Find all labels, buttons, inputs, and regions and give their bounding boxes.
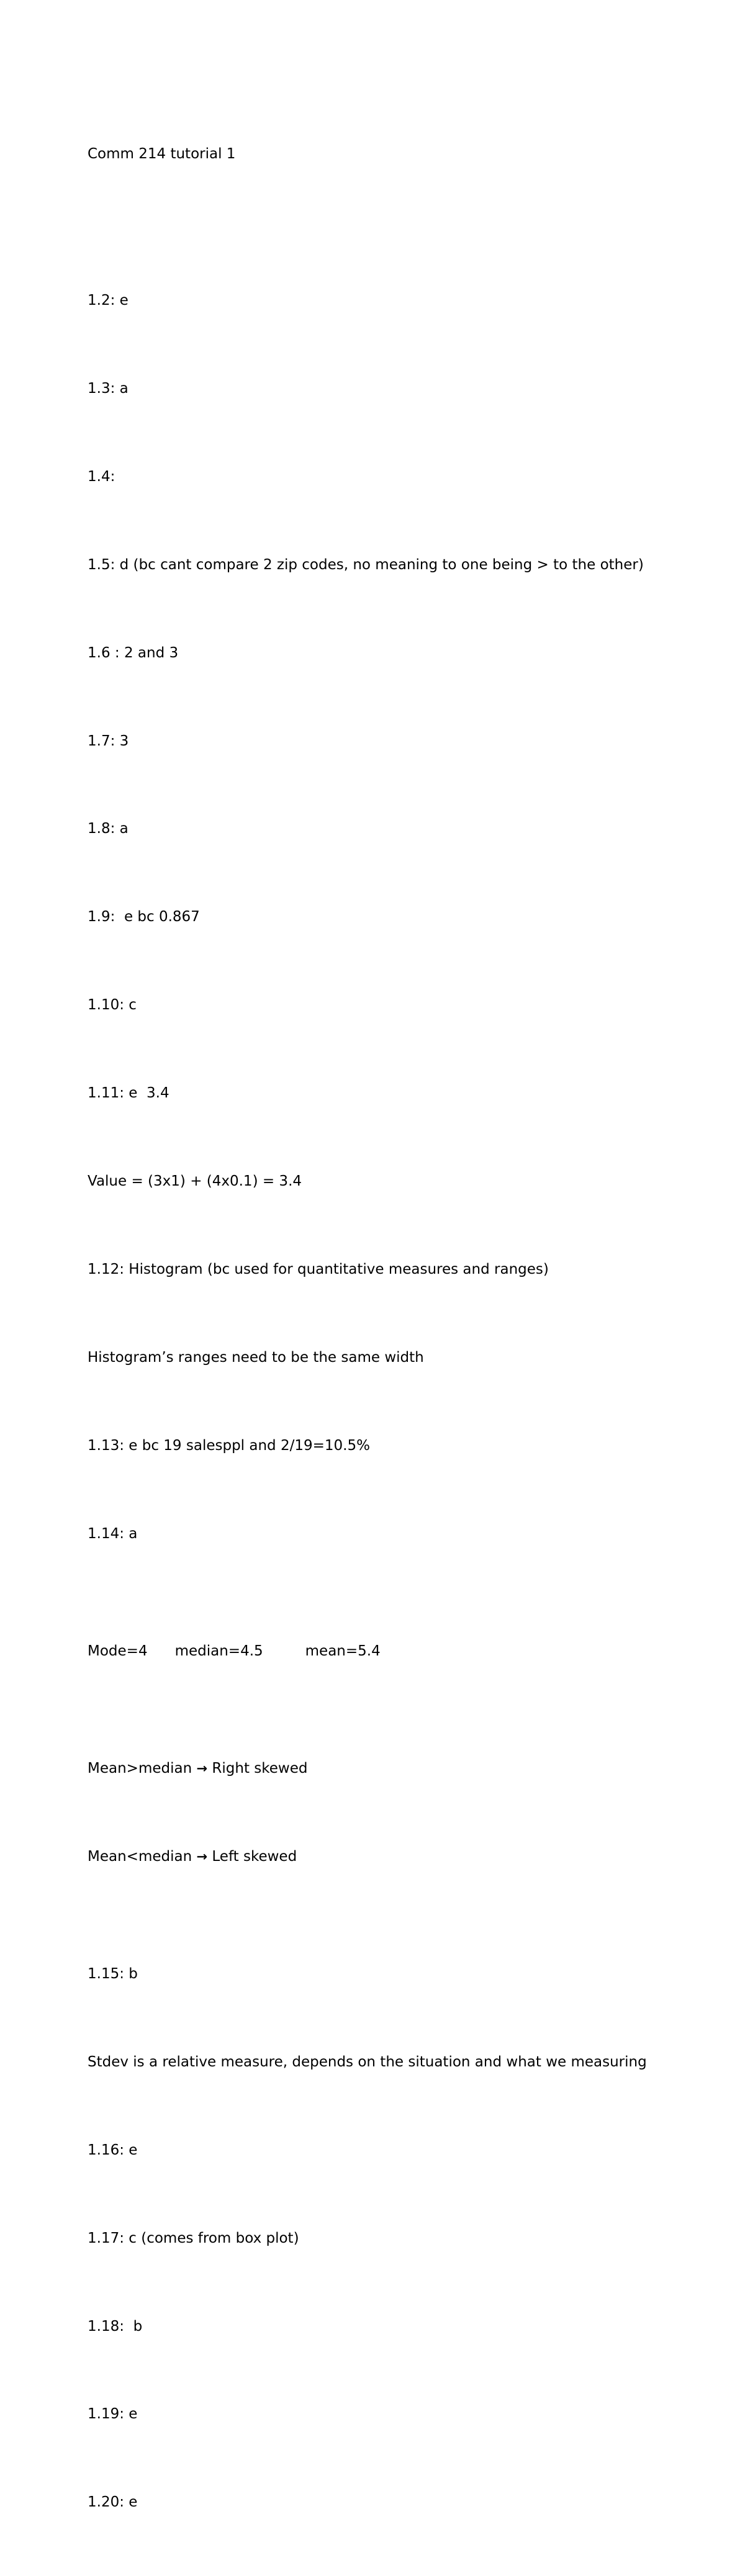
answer-line: 1.14: a <box>88 1525 138 1542</box>
answer-line: 1.8: a <box>88 821 129 837</box>
note-line: Stdev is a relative measure, depends on the situation and what we measuring <box>88 2053 647 2070</box>
answer-line: 1.6 : 2 and 3 <box>88 644 179 661</box>
answer-line: 1.3: a <box>88 380 129 397</box>
stat-mean: mean=5.4 <box>305 1642 381 1659</box>
document-body <box>88 81 696 2576</box>
answer-line: 1.16: e <box>88 2141 138 2158</box>
answer-line: 1.10: c <box>88 997 137 1014</box>
skew-condition: Mean<median <box>88 1848 192 1865</box>
answer-line: 1.19: e <box>88 2406 138 2423</box>
answer-line: 1.12: Histogram (bc used for quantitative measures and ranges) <box>88 1261 549 1277</box>
answer-line: 1.15: b <box>88 1966 138 1982</box>
answer-line: 1.4: <box>88 468 115 485</box>
document-title: Comm 214 tutorial 1 <box>88 145 236 162</box>
answer-line: 1.17: c (comes from box plot) <box>88 2230 299 2246</box>
arrow-right-icon: → <box>196 1760 208 1776</box>
arrow-right-icon: → <box>196 1849 208 1864</box>
answer-line: 1.13: e bc 19 salesppl and 2/19=10.5% <box>88 1437 370 1454</box>
skew-result: Left skewed <box>212 1848 297 1865</box>
calculation-line: Value = (3x1) + (4x0.1) = 3.4 <box>88 1173 302 1189</box>
note-line: Histogram’s ranges need to be the same width <box>88 1349 424 1366</box>
answer-line: 1.7: 3 <box>88 732 129 749</box>
stats-line <box>88 1637 696 1666</box>
answer-line: 1.11: e 3.4 <box>88 1085 169 1102</box>
answer-line: 1.9: e bc 0.867 <box>88 909 200 925</box>
skew-condition: Mean>median <box>88 1760 192 1777</box>
stat-mode: Mode=4 <box>88 1642 148 1659</box>
answer-line: 1.2: e <box>88 292 129 309</box>
stat-median: median=4.5 <box>174 1642 263 1659</box>
skew-rule-line <box>88 1754 696 1783</box>
skew-rule-line <box>88 1842 696 1871</box>
skew-result: Right skewed <box>212 1760 308 1777</box>
answer-line: 1.5: d (bc cant compare 2 zip codes, no meaning to one being > to the other) <box>88 556 644 573</box>
answer-line: 1.20: e <box>88 2494 138 2511</box>
answer-line: 1.18: b <box>88 2318 143 2335</box>
